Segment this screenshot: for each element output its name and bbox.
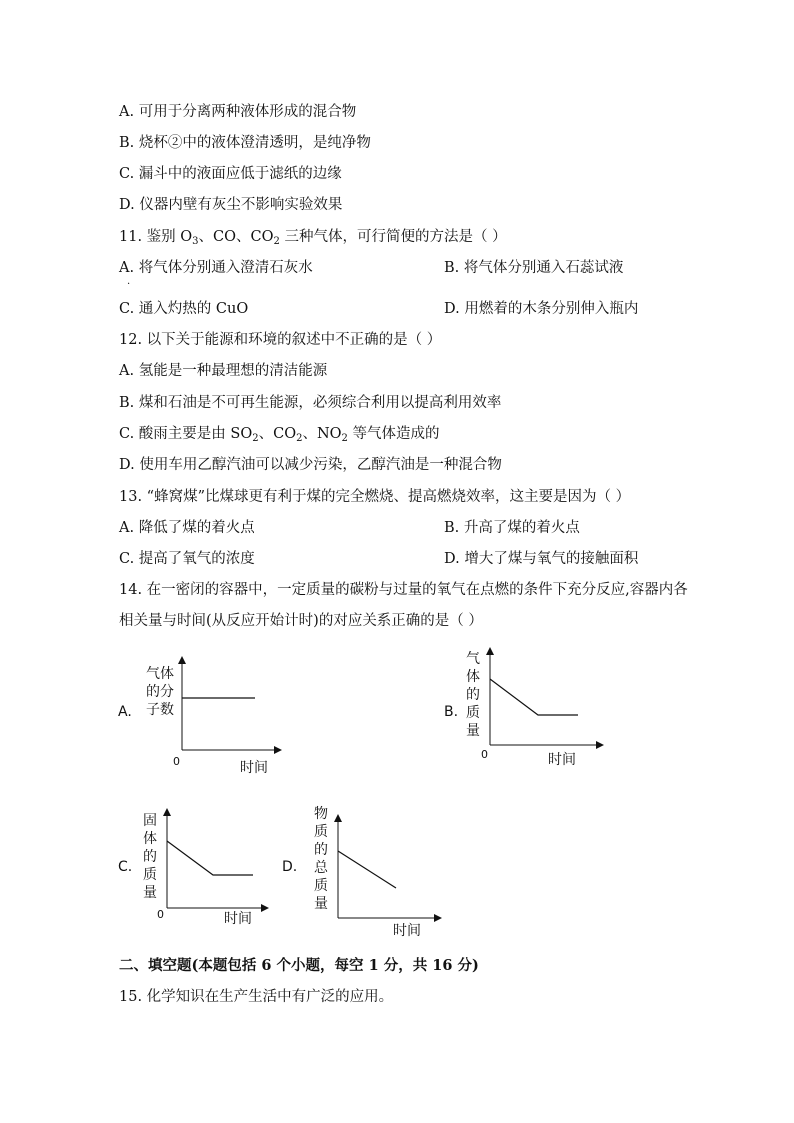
q13-option-d: D. 增大了煤与氧气的接触面积	[444, 551, 639, 567]
graph-b-label: B.	[444, 704, 459, 720]
graph-c-label: C.	[118, 859, 133, 875]
graph-b-ylabel-char: 量	[466, 723, 480, 739]
q11-stem-part: 三种气体，可行简便的方法是（ ）	[279, 229, 507, 245]
q13-option-b: B. 升高了煤的着火点	[444, 520, 580, 536]
graph-a-label: A.	[118, 704, 132, 720]
graph-b-ylabel-char: 的	[466, 687, 480, 703]
q11-dot-mark: .	[127, 276, 131, 287]
graph-d-xlabel: 时间	[393, 923, 421, 939]
q10-option-c: C. 漏斗中的液面应低于滤纸的边缘	[119, 166, 342, 182]
graph-c-ylabel-char: 体	[143, 831, 157, 847]
graph-b-xlabel: 时间	[548, 752, 576, 768]
q14-stem-line2: 相关量与时间(从反应开始计时)的对应关系正确的是（ ）	[119, 613, 483, 629]
q11-subscript: 2	[273, 236, 280, 247]
graph-a-origin: 0	[173, 755, 180, 768]
graph-a-ylabel-line: 的分	[146, 684, 174, 700]
q11-subscript: 3	[192, 236, 199, 247]
graph-d-ylabel-char: 量	[314, 896, 328, 912]
graph-d-ylabel-char: 物	[314, 806, 328, 822]
q11-stem-part: 、CO、CO	[198, 229, 274, 245]
q12-c-subscript: 2	[341, 433, 348, 444]
q14-stem-line1: 14. 在一密闭的容器中，一定质量的碳粉与过量的氧气在点燃的条件下充分反应,容器内各	[119, 582, 688, 598]
q13-stem: 13. “蜂窝煤”比煤球更有利于煤的完全燃烧、提高燃烧效率，这主要是因为（ ）	[119, 489, 631, 505]
graph-c-ylabel-char: 量	[143, 885, 157, 901]
q13-option-c: C. 提高了氧气的浓度	[119, 551, 255, 567]
graph-d-curve	[338, 851, 396, 888]
graph-b-origin: 0	[481, 748, 488, 761]
graph-c-ylabel-char: 固	[143, 813, 157, 829]
graph-b	[438, 645, 618, 775]
q11-option-a: A. 将气体分别通入澄清石灰水	[119, 260, 313, 276]
q12-c-subscript: 2	[252, 433, 259, 444]
graph-c	[113, 805, 273, 935]
graph-d-ylabel-char: 质	[314, 824, 328, 840]
q12-stem: 12. 以下关于能源和环境的叙述中不正确的是（ ）	[119, 332, 442, 348]
graph-d-label: D.	[282, 859, 298, 875]
graph-d-ylabel-char: 质	[314, 878, 328, 894]
q10-option-a: A. 可用于分离两种液体形成的混合物	[119, 104, 357, 120]
graph-a-ylabel-line: 气体	[146, 666, 174, 682]
graph-c-xlabel: 时间	[224, 911, 252, 927]
q12-option-a: A. 氢能是一种最理想的清洁能源	[119, 363, 328, 379]
graph-b-ylabel-char: 质	[466, 705, 480, 721]
graph-b-curve	[490, 679, 578, 715]
q12-c-part: 等气体造成的	[347, 426, 440, 442]
graph-a-xlabel: 时间	[240, 760, 268, 776]
graph-c-ylabel-char: 的	[143, 849, 157, 865]
graph-c-origin: 0	[157, 908, 164, 921]
q12-option-b: B. 煤和石油是不可再生能源，必须综合利用以提高利用效率	[119, 395, 502, 411]
q11-option-b: B. 将气体分别通入石蕊试液	[444, 260, 624, 276]
q13-option-a: A. 降低了煤的着火点	[119, 520, 255, 536]
graph-c-curve	[167, 841, 253, 875]
graph-b-ylabel-char: 气	[466, 651, 480, 667]
graph-b-ylabel-char: 体	[466, 669, 480, 685]
q10-option-b: B. 烧杯②中的液体澄清透明，是纯净物	[119, 135, 371, 151]
graph-d-ylabel-char: 总	[314, 860, 328, 876]
q12-option-d: D. 使用车用乙醇汽油可以减少污染，乙醇汽油是一种混合物	[119, 457, 502, 473]
q12-c-subscript: 2	[296, 433, 303, 444]
section-heading: 二、填空题(本题包括 6 个小题，每空 1 分，共 16 分)	[119, 957, 479, 974]
q11-option-d: D. 用燃着的木条分别伸入瓶内	[444, 301, 639, 317]
q12-c-part: 、NO	[302, 426, 342, 442]
q11-option-c: C. 通入灼热的 CuO	[119, 301, 249, 317]
graph-c-ylabel-char: 质	[143, 867, 157, 883]
q15-stem: 15. 化学知识在生产生活中有广泛的应用。	[119, 989, 394, 1005]
q12-c-part: C. 酸雨主要是由 SO	[119, 426, 253, 442]
q11-stem-part: 11. 鉴别 O	[119, 229, 193, 245]
q12-c-part: 、CO	[258, 426, 297, 442]
graph-d-ylabel-char: 的	[314, 842, 328, 858]
q11-stem	[119, 227, 507, 252]
q12-option-c	[119, 424, 440, 449]
q10-option-d: D. 仪器内壁有灰尘不影响实验效果	[119, 197, 343, 213]
graph-a-ylabel-line: 子数	[146, 702, 174, 718]
graph-a	[110, 650, 290, 780]
graph-d	[278, 800, 448, 940]
